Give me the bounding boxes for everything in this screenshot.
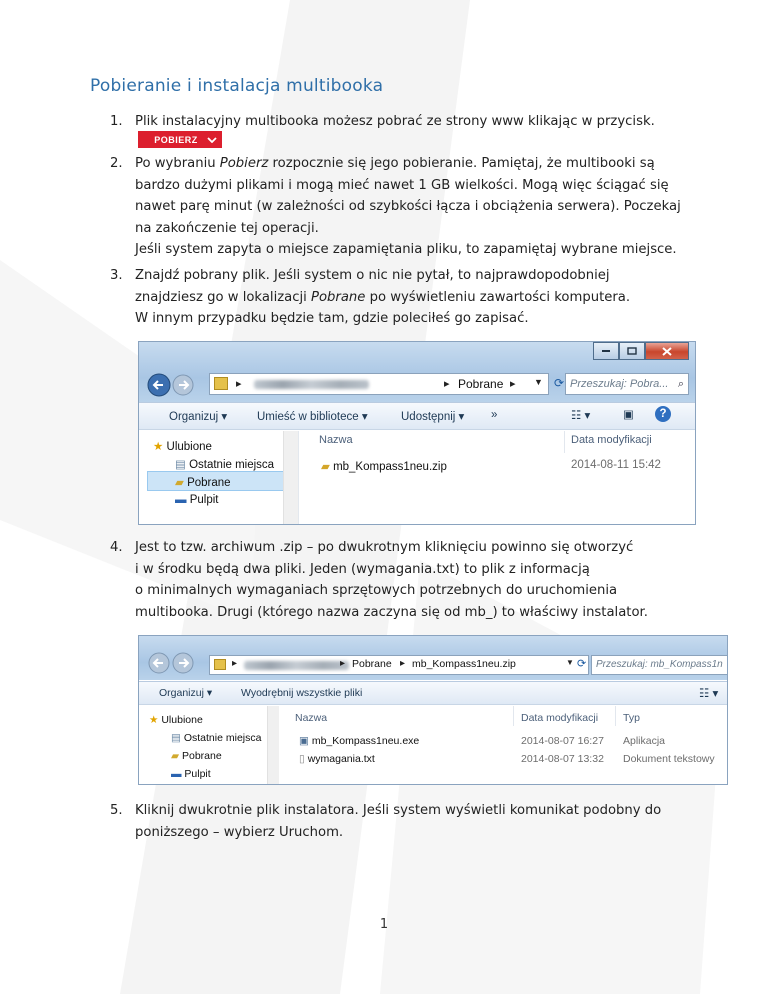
step-text: Jest to tzw. archiwum .zip – po dwukrotnym kliknięciu powinno się otworzyć <box>135 540 634 555</box>
downloads-folder-icon: ▰ <box>171 750 180 762</box>
nav-ostatnie-miejsca[interactable]: ▤ Ostatnie miejsca <box>171 732 262 744</box>
chevron-right-icon: ▸ <box>232 658 238 669</box>
search-input[interactable] <box>565 373 689 395</box>
nav-pulpit[interactable]: ▬ Pulpit <box>175 494 219 506</box>
search-icon: ⌕ <box>677 378 684 390</box>
file-row-txt[interactable]: ▯ wymagania.txt <box>299 753 375 765</box>
step-text: Kliknij dwukrotnie plik instalatora. Jeśli system wyświetli komunikat podobny do <box>135 803 662 818</box>
column-header-typ[interactable]: Typ <box>623 712 640 724</box>
chevron-right-icon: ▸ <box>236 378 242 390</box>
dropdown-icon[interactable]: ▼ <box>534 377 543 387</box>
step-number: 5. <box>110 803 123 818</box>
chevron-right-icon: ▸ <box>510 378 516 390</box>
navigation-pane <box>139 706 269 785</box>
organizuj-button[interactable]: Organizuj ▾ <box>169 411 228 423</box>
step-text: Po wybraniu Pobierz rozpocznie się jego pobieranie. Pamiętaj, że multibooki są <box>135 156 655 171</box>
window-caption-buttons <box>593 342 689 360</box>
file-row-exe[interactable]: ▣ mb_Kompass1neu.exe <box>299 735 420 747</box>
file-date: 2014-08-07 16:27 <box>521 735 604 747</box>
search-input[interactable] <box>591 655 728 675</box>
dropdown-icon[interactable]: ▼ <box>566 658 574 667</box>
umiesc-w-bibliotece-button[interactable]: Umieść w bibliotece ▾ <box>257 411 368 423</box>
nav-pulpit[interactable]: ▬ Pulpit <box>171 768 211 780</box>
back-forward-icon[interactable] <box>147 650 197 676</box>
column-header-nazwa[interactable]: Nazwa <box>295 712 328 724</box>
preview-pane-icon[interactable]: ▣ <box>623 409 634 421</box>
wyodrebnij-button[interactable]: Wyodrębnij wszystkie pliki <box>241 687 363 699</box>
explorer-window-zip <box>138 635 728 785</box>
address-bar[interactable] <box>209 655 589 675</box>
step-text: bardzo dużymi plikami i mogą mieć nawet 1 GB wielkości. Mogą więc ściągać się <box>135 177 669 193</box>
breadcrumb-pobrane[interactable]: Pobrane <box>458 377 504 391</box>
desktop-icon: ▬ <box>175 494 187 506</box>
step-text: multibooka. Drugi (którego nazwa zaczyna się od mb_) to właściwy instalator. <box>135 604 648 620</box>
recent-places-icon: ▤ <box>175 459 186 471</box>
exe-file-icon: ▣ <box>299 735 309 747</box>
nav-ulubione[interactable]: ★ Ulubione <box>149 714 203 726</box>
chevron-down-icon <box>202 131 222 148</box>
page-title: Pobieranie i instalacja multibooka <box>90 76 384 96</box>
desktop-icon: ▬ <box>171 768 182 780</box>
file-type: Dokument tekstowy <box>623 753 715 765</box>
step-text: i w środku będą dwa pliki. Jeden (wymagania.txt) to plik z informacją <box>135 561 590 577</box>
recent-places-icon: ▤ <box>171 732 181 744</box>
page-number: 1 <box>379 917 389 932</box>
maximize-icon[interactable] <box>619 342 645 360</box>
step-text: nawet parę minut (w zależności od szybkości łącza i obciążenia serwera). Poczekaj <box>135 199 681 214</box>
nav-ulubione[interactable]: ★ Ulubione <box>153 441 212 453</box>
organizuj-button[interactable]: Organizuj ▾ <box>159 687 213 699</box>
nav-scrollbar[interactable] <box>283 431 298 525</box>
close-icon[interactable] <box>645 342 689 360</box>
star-icon: ★ <box>153 441 164 453</box>
command-bar <box>139 681 727 705</box>
step-text: na zakończenie tej operacji. <box>135 220 319 236</box>
chevron-right-icon: ▸ <box>400 658 406 669</box>
blurred-path <box>254 380 369 389</box>
step-text: Plik instalacyjny multibooka możesz pobrać ze strony www klikając w przycisk. <box>135 114 655 129</box>
breadcrumb-zip[interactable]: mb_Kompass1neu.zip <box>412 658 516 670</box>
file-row-zip[interactable]: ▰ mb_Kompass1neu.zip <box>321 461 447 473</box>
pobierz-label: POBIERZ <box>154 134 198 145</box>
step-text: Jeśli system zapyta o miejsce zapamiętania pliku, to zapamiętaj wybrane miejsce. <box>135 242 677 257</box>
back-forward-icon[interactable] <box>147 372 197 398</box>
folder-icon <box>214 659 226 670</box>
chevron-right-icon: ▸ <box>444 378 450 390</box>
nav-pobrane[interactable]: ▰ Pobrane <box>175 477 231 489</box>
udostepnij-button[interactable]: Udostępnij ▾ <box>401 411 465 423</box>
step-number: 4. <box>110 540 123 555</box>
star-icon: ★ <box>149 714 159 726</box>
nav-scrollbar[interactable] <box>267 706 279 785</box>
step-text: poniższego – wybierz Uruchom. <box>135 824 344 840</box>
pobierz-button[interactable] <box>138 131 222 148</box>
zip-folder-icon: ▰ <box>321 461 330 473</box>
downloads-folder-icon: ▰ <box>175 477 184 489</box>
navigation-pane <box>139 431 299 525</box>
blurred-path <box>244 661 349 670</box>
more-commands-button[interactable]: » <box>491 409 498 421</box>
breadcrumb-pobrane[interactable]: Pobrane <box>352 658 392 670</box>
step-text: znajdziesz go w lokalizacji Pobrane po wyświetleniu zawartości komputera. <box>135 289 631 305</box>
nav-pobrane[interactable]: ▰ Pobrane <box>171 750 222 762</box>
column-header-nazwa[interactable]: Nazwa <box>319 434 353 446</box>
address-bar[interactable] <box>209 373 549 395</box>
step-number: 3. <box>110 268 123 283</box>
text-file-icon: ▯ <box>299 753 305 765</box>
step-text: o minimalnych wymaganiach sprzętowych potrzebnych do uruchomienia <box>135 583 618 598</box>
file-type: Aplikacja <box>623 735 666 747</box>
chevron-right-icon: ▸ <box>340 658 346 669</box>
column-header-data[interactable]: Data modyfikacji <box>571 434 652 446</box>
step-number: 1. <box>110 114 123 129</box>
command-bar <box>139 402 695 430</box>
search-placeholder: Przeszukaj: Pobra... <box>570 378 669 390</box>
column-header-data[interactable]: Data modyfikacji <box>521 712 599 724</box>
refresh-icon[interactable]: ⟳ <box>554 376 565 390</box>
search-placeholder: Przeszukaj: mb_Kompass1n <box>596 659 723 670</box>
file-date: 2014-08-07 13:32 <box>521 753 604 765</box>
file-date: 2014-08-11 15:42 <box>571 459 661 471</box>
minimize-icon[interactable] <box>593 342 619 360</box>
view-options-icon[interactable]: ☷ ▾ <box>571 410 591 422</box>
folder-icon <box>214 377 228 390</box>
step-text: Znajdź pobrany plik. Jeśli system o nic nie pytał, to najprawdopodobniej <box>135 268 610 283</box>
refresh-icon[interactable]: ⟳ <box>577 658 587 670</box>
explorer-window-pobrane <box>138 341 696 525</box>
step-text: W innym przypadku będzie tam, gdzie poleciłeś go zapisać. <box>135 311 529 326</box>
view-options-icon[interactable]: ☷ ▾ <box>699 688 719 700</box>
help-icon[interactable]: ? <box>655 406 671 422</box>
step-number: 2. <box>110 156 123 171</box>
nav-ostatnie-miejsca[interactable]: ▤ Ostatnie miejsca <box>175 459 275 471</box>
